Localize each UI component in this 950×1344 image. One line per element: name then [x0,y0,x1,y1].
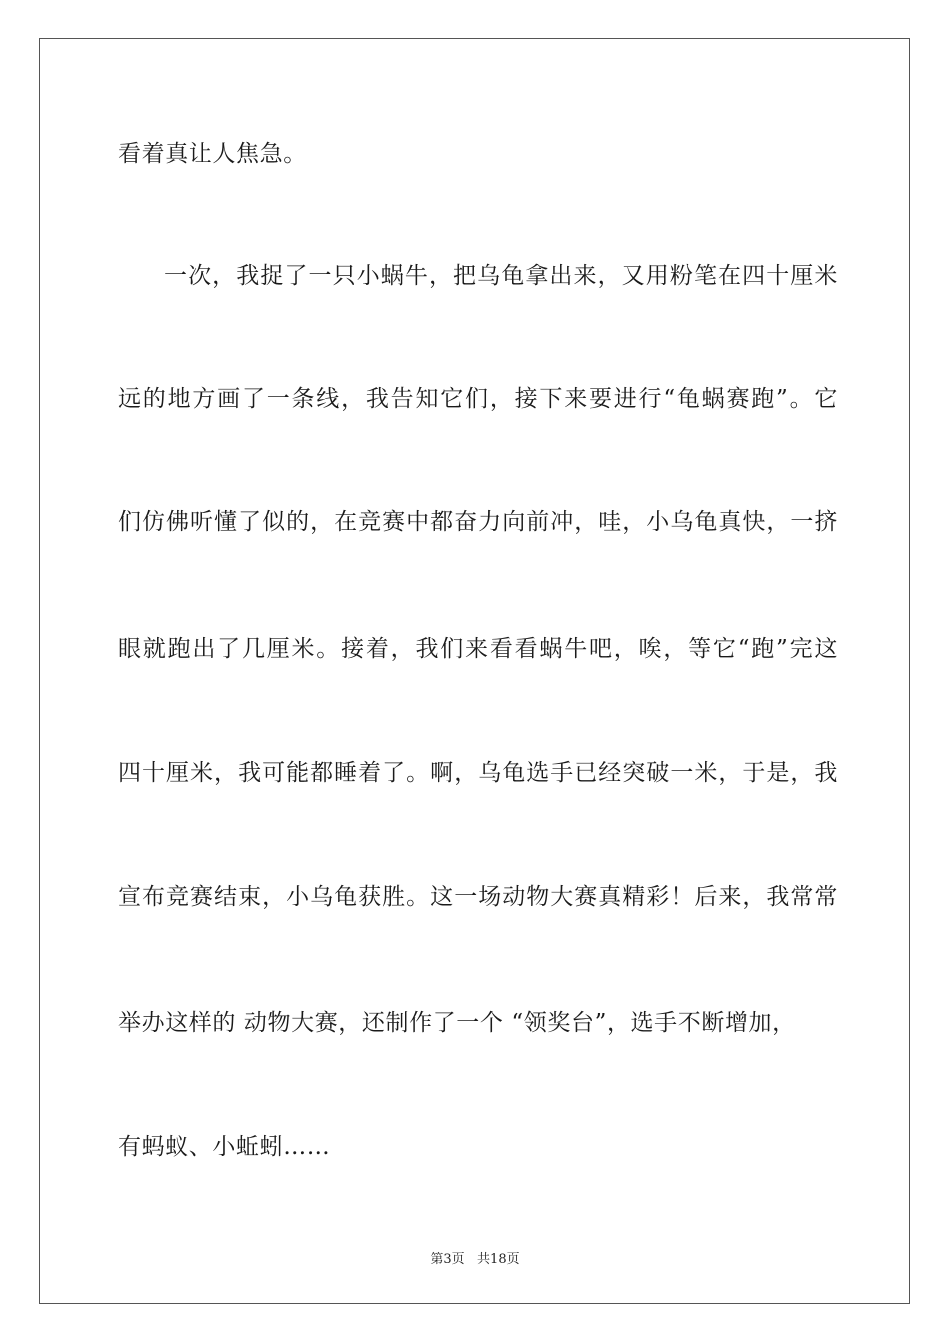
text-line-2: 一次，我捉了一只小蜗牛，把乌龟拿出来，又用粉笔在四十厘米 [164,263,838,289]
text-line-7: 宣布竞赛结束，小乌龟获胜。这一场动物大赛真精彩！后来，我常常 [118,884,838,910]
text-line-8: 举办这样的 动物大赛，还制作了一个 “领奖台”，选手不断增加， [118,1010,796,1036]
text-line-4: 们仿佛听懂了似的，在竞赛中都奋力向前冲，哇，小乌龟真快，一挤 [118,509,838,535]
text-line-6: 四十厘米，我可能都睡着了。啊，乌龟选手已经突破一米，于是，我 [118,760,838,786]
text-line-1: 看着真让人焦急。 [118,141,307,167]
page-number-footer: 第3页 共18页 [430,1252,520,1267]
text-line-9: 有蚂蚁、小蚯蚓…… [118,1134,331,1160]
page-border [39,38,910,1304]
text-line-3: 远的地方画了一条线，我告知它们，接下来要进行“龟蜗赛跑”。它 [118,386,838,412]
text-line-5: 眼就跑出了几厘米。接着，我们来看看蜗牛吧，唉，等它“跑”完这 [118,636,838,662]
